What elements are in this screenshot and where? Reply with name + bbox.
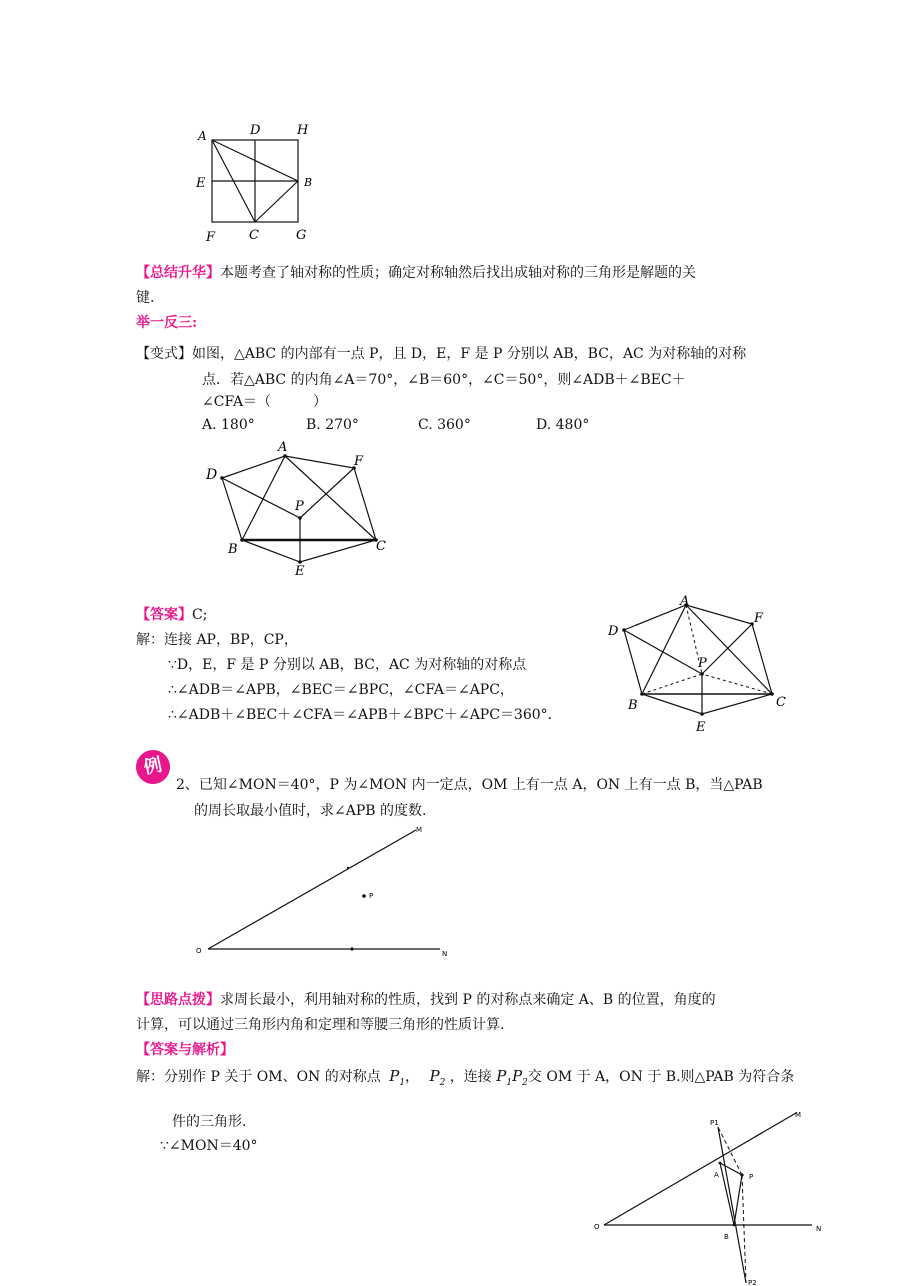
label-F: F [354, 454, 364, 469]
label-A: A [278, 440, 288, 455]
label-M: M [795, 1111, 802, 1119]
label-D: D [250, 123, 261, 138]
label-H: H [297, 123, 309, 138]
label-P: P [698, 656, 707, 671]
hexagon-figure [200, 440, 400, 580]
example-line-1: 2、已知∠MON＝40°，P 为∠MON 内一定点，OM 上有一点 A，ON 上有一点 B，当△PAB [176, 777, 763, 793]
answer-step-2: ∵D，E，F 是 P 分别以 AB，BC，AC 为对称轴的对称点 [168, 657, 527, 673]
variant-line-3: ∠CFA＝（ ） [202, 394, 328, 410]
option-d: D. 480° [536, 417, 590, 433]
label-D: D [608, 624, 619, 639]
solution-text-a: 解：分别作 P 关于 OM、ON 的对称点 [136, 1069, 381, 1085]
label-O: O [196, 947, 202, 955]
summary-tag: 【总结升华】 [136, 265, 220, 281]
label-F: F [754, 611, 764, 626]
answer-tag: 【答案】 [136, 607, 192, 623]
hint-line-2: 计算，可以通过三角形内角和定理和等腰三角形的性质计算. [136, 1017, 505, 1033]
label-B: B [724, 1233, 729, 1241]
hint-text-1: 求周长最小，利用轴对称的性质，找到 P 的对称点来确定 A、B 的位置，角度的 [220, 992, 716, 1008]
variant-line-2: 点．若△ABC 的内角∠A＝70°，∠B＝60°，∠C＝50°，则∠ADB＋∠BEC＋ [202, 372, 686, 388]
option-b: B. 270° [306, 417, 359, 433]
label-E: E [295, 564, 305, 579]
variant-text-1: 如图，△ABC 的内部有一点 P，且 D，E，F 是 P 分别以 AB，BC，AC 为对称轴的对称 [192, 346, 747, 362]
answer-step-4: ∴∠ADB＋∠BEC＋∠CFA＝∠APB＋∠BPC＋∠APC＝360°． [168, 707, 562, 723]
answer-step-1: 解：连接 AP，BP，CP， [136, 632, 298, 648]
label-B: B [304, 176, 313, 189]
label-B: B [228, 542, 238, 557]
variant-line-1 [136, 344, 746, 364]
square-figure [190, 118, 320, 248]
label-P2: P2 [748, 1279, 757, 1286]
label-C: C [249, 228, 259, 243]
solution-line-3: ∵∠MON＝40° [160, 1138, 258, 1154]
angle-figure [190, 820, 460, 970]
answer-line [136, 605, 207, 625]
summary-line-2: 键. [136, 290, 155, 306]
label-P: P [749, 1173, 754, 1181]
hexagon-dashed-figure [600, 590, 800, 740]
solution-tag: 【答案与解析】 [136, 1042, 234, 1058]
label-A: A [198, 129, 207, 143]
label-P: P [369, 892, 374, 900]
variant-tag: 【变式】 [136, 346, 192, 362]
label-G: G [296, 228, 307, 243]
solution-line-2: 件的三角形. [172, 1114, 247, 1130]
label-E: E [696, 720, 706, 735]
label-D: D [206, 467, 218, 483]
label-B: B [628, 698, 638, 713]
label-A: A [714, 1171, 719, 1179]
label-A: A [680, 594, 690, 609]
label-N: N [816, 1225, 822, 1233]
label-C: C [776, 695, 786, 710]
p2-symbol: $P_2$ [429, 1067, 446, 1088]
section-title: 举一反三: [136, 315, 198, 331]
summary-line-1 [136, 263, 696, 283]
label-M: M [416, 826, 423, 834]
label-O: O [594, 1223, 600, 1231]
option-a: A. 180° [202, 417, 255, 433]
label-E: E [196, 176, 206, 191]
summary-text-1: 本题考查了轴对称的性质；确定对称轴然后找出成轴对称的三角形是解题的关 [220, 265, 696, 281]
example-line-2: 的周长取最小值时，求∠APB 的度数. [194, 803, 427, 819]
answer-step-3: ∴∠ADB＝∠APB，∠BEC＝∠BPC，∠CFA＝∠APC， [168, 682, 514, 698]
answer-value: C; [192, 607, 208, 623]
reflection-figure [590, 1105, 830, 1286]
label-F: F [206, 230, 216, 245]
option-c: C. 360° [418, 417, 471, 433]
label-P1: P1 [710, 1119, 719, 1127]
example-badge: 例 [133, 747, 173, 787]
label-N: N [442, 950, 448, 958]
solution-text-b: ，连接 [449, 1069, 492, 1085]
p1p2-symbol: $P_1P_2$ [496, 1067, 528, 1088]
hint-line-1 [136, 990, 716, 1010]
p1-symbol: $P_1$ [389, 1067, 406, 1088]
label-C: C [376, 539, 386, 554]
hint-tag: 【思路点拨】 [136, 992, 220, 1008]
label-P: P [295, 499, 304, 514]
solution-line-1: 解：分别作 P 关于 OM、ON 的对称点 $P_1$， $P_2$ ，连接 $P_1P_2$交 OM 于 A，ON 于 B.则△PAB 为符合条 [136, 1067, 795, 1088]
solution-text-c: 交 OM 于 A，ON 于 B.则△PAB 为符合条 [527, 1069, 795, 1085]
